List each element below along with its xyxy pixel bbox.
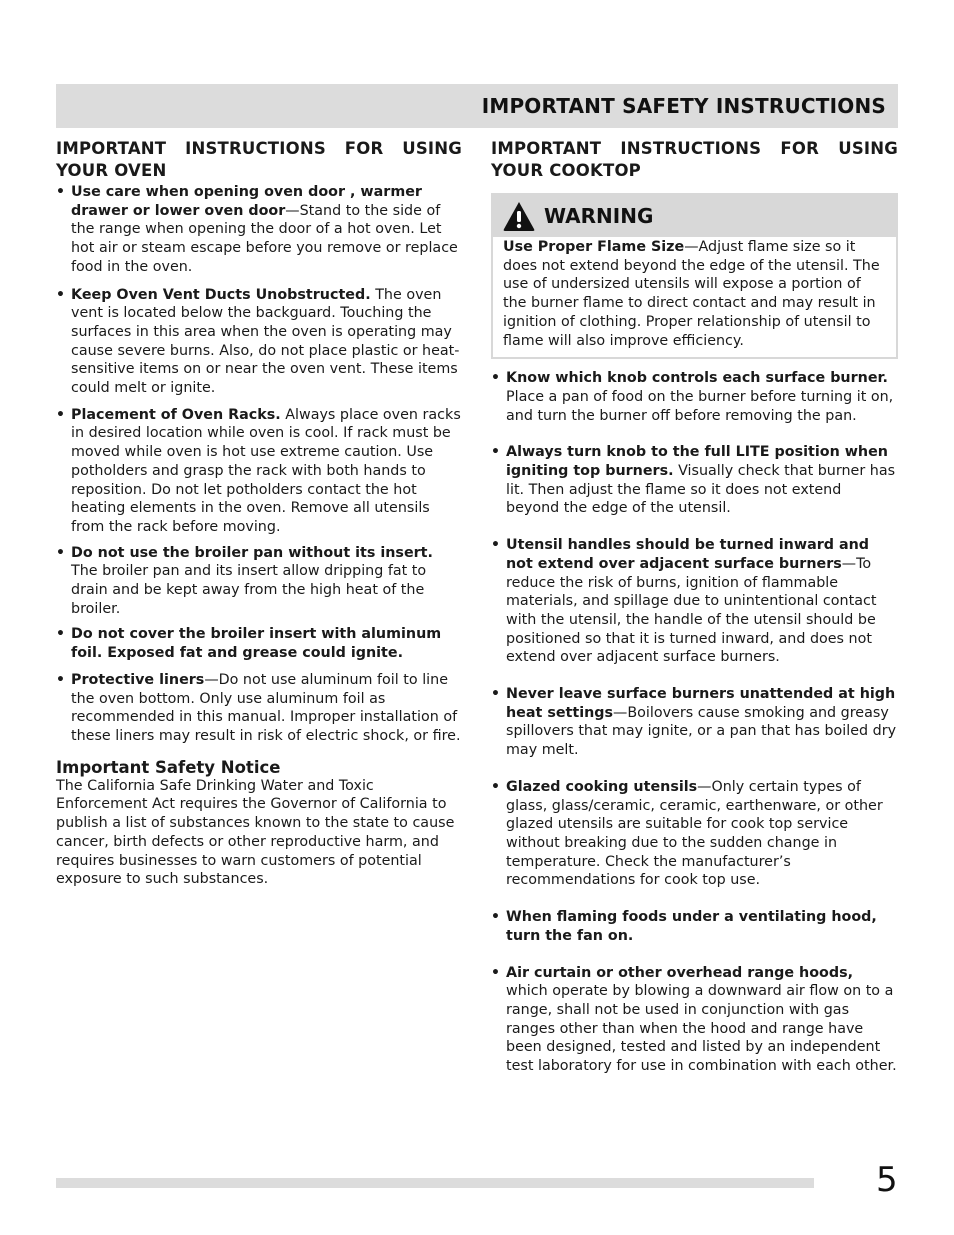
cooktop-instructions-column xyxy=(491,138,898,1076)
item-title: Always turn knob to the full LITE position when igniting top burners. xyxy=(506,444,888,480)
warning-header xyxy=(493,195,896,237)
item-title: Keep Oven Vent Ducts Unobstructed. xyxy=(71,286,371,303)
warning-label: WARNING xyxy=(544,204,654,228)
item-title: Do not cover the broiler insert with aluminum foil. Exposed fat and grease could ignite. xyxy=(71,626,442,662)
bullet-icon: • xyxy=(491,370,500,387)
safety-notice-body: The California Safe Drinking Water and Toxic Enforcement Act requires the Governor of California to publish a list of substances known to the state to cause cancer, birth defects or other reproductive harm, and requires businesses to warn customers of potential exposure to such substances. xyxy=(56,777,455,888)
bullet-icon: • xyxy=(491,686,500,703)
item-body: Place a pan of food on the burner before turning it on, and turn the burner off before removing the pan. xyxy=(506,388,894,424)
item-title: When flaming foods under a ventilating hood, turn the fan on. xyxy=(506,909,877,944)
cooktop-item-flaming xyxy=(491,908,898,945)
cooktop-item-unattended xyxy=(491,685,898,760)
footer-bar xyxy=(56,1178,814,1188)
oven-item-broiler-pan xyxy=(56,544,462,619)
item-title: Protective liners xyxy=(71,671,205,688)
item-body: —Do not use aluminum foil to line the oven bottom. Only use aluminum foil as recommended in this manual. Improper installation of these liners may result in risk of electric shock, or fire. xyxy=(71,671,461,744)
oven-item-racks xyxy=(56,406,462,537)
bullet-icon: • xyxy=(491,778,500,795)
item-body: which operate by blowing a downward air flow on to a range, shall not be used in conjunction with gas ranges other than when the hood and range have been designed, tested and listed by an independent test laboratory for use in combination with each other. xyxy=(506,983,897,1075)
cooktop-item-lite xyxy=(491,443,898,518)
item-body: The oven vent is located below the backguard. Touching the surfaces in this area when the oven is operating may cause severe burns. Also, do not place plastic or heat-sensitive items on or near the oven vent. These items could melt or ignite. xyxy=(71,286,460,397)
item-body: —To reduce the risk of burns, ignition of flammable materials, and spillage due to unintentional contact with the utensil, the handle of the utensil should be positioned so that it is turned inward, and does not extend over adjacent surface burners. xyxy=(506,555,877,666)
item-body: —Only certain types of glass, glass/ceramic, ceramic, earthenware, or other glazed utensils are suitable for cook top service without breaking due to the sudden change in temperature. Check the manufacturer’s recommendations for cook top use. xyxy=(506,778,883,889)
cooktop-item-knob xyxy=(491,369,898,425)
bullet-icon: • xyxy=(56,671,65,688)
bullet-icon: • xyxy=(491,909,500,926)
item-body: —Stand to the side of the range when opening the door of a hot oven. Let hot air or steam escape before you remove or replace food in the oven. xyxy=(71,202,458,275)
oven-instructions-column xyxy=(56,138,462,889)
item-body: The broiler pan and its insert allow dripping fat to drain and be kept away from the high heat of the broiler. xyxy=(71,563,427,617)
cooktop-section-heading: IMPORTANT INSTRUCTIONS FOR USING YOUR COOKTOP xyxy=(491,139,898,180)
bullet-icon: • xyxy=(56,184,65,200)
header-band xyxy=(56,84,898,128)
bullet-icon: • xyxy=(56,286,65,303)
item-body: Visually check that burner has lit. Then adjust the flame so it does not extend beyond the edge of the utensil. xyxy=(506,463,896,517)
warning-text: —Adjust flame size so it does not extend beyond the edge of the utensil. The use of undersized utensils will expose a portion of the burner flame to direct contact and may result in ignition of clothing. Proper relationship of utensil to flame will also improve efficiency. xyxy=(503,239,880,349)
bullet-icon: • xyxy=(56,406,65,423)
page-header-title: IMPORTANT SAFETY INSTRUCTIONS xyxy=(481,94,886,118)
bullet-icon: • xyxy=(56,626,65,643)
cooktop-item-glazed xyxy=(491,778,898,890)
page-number: 5 xyxy=(876,1160,898,1200)
warning-triangle-icon xyxy=(502,200,536,232)
cooktop-item-handles xyxy=(491,536,898,667)
oven-section-heading: IMPORTANT INSTRUCTIONS FOR USING YOUR OVEN xyxy=(56,139,462,180)
item-title: Do not use the broiler pan without its insert. xyxy=(71,544,433,561)
bullet-icon: • xyxy=(491,444,500,461)
warning-box xyxy=(491,193,898,359)
warning-body xyxy=(493,237,896,357)
bullet-icon: • xyxy=(491,964,500,981)
item-body: Always place oven racks in desired location while oven is cool. If rack must be moved while oven is hot use extreme caution. Use potholders and grasp the rack with both hands to reposition. Do not let potholders contact the hot heating elements in the oven. Remove all utensils from the rack before moving. xyxy=(71,406,461,535)
oven-item-broiler-foil xyxy=(56,625,462,662)
item-title: Know which knob controls each surface burner. xyxy=(506,370,888,387)
bullet-icon: • xyxy=(491,537,500,554)
item-title: Never leave surface burners unattended at high heat settings xyxy=(506,686,896,721)
oven-item-liners xyxy=(56,671,462,746)
item-title: Placement of Oven Racks. xyxy=(71,406,281,423)
bullet-icon: • xyxy=(56,544,65,561)
oven-item-door xyxy=(56,183,462,277)
item-body: —Boilovers cause smoking and greasy spillovers that may ignite, or a pan that has boiled dry may melt. xyxy=(506,704,897,759)
warning-title: Use Proper Flame Size xyxy=(503,239,685,255)
item-title: Utensil handles should be turned inward and not extend over adjacent surface burners xyxy=(506,537,870,572)
cooktop-item-air-curtain xyxy=(491,964,898,1076)
oven-item-vent xyxy=(56,286,462,398)
safety-notice-heading: Important Safety Notice xyxy=(56,757,281,777)
item-title: Air curtain or other overhead range hoods, xyxy=(506,964,854,981)
item-title: Glazed cooking utensils xyxy=(506,778,698,795)
item-title: Use care when opening oven door , warmer drawer or lower oven door xyxy=(71,184,422,219)
